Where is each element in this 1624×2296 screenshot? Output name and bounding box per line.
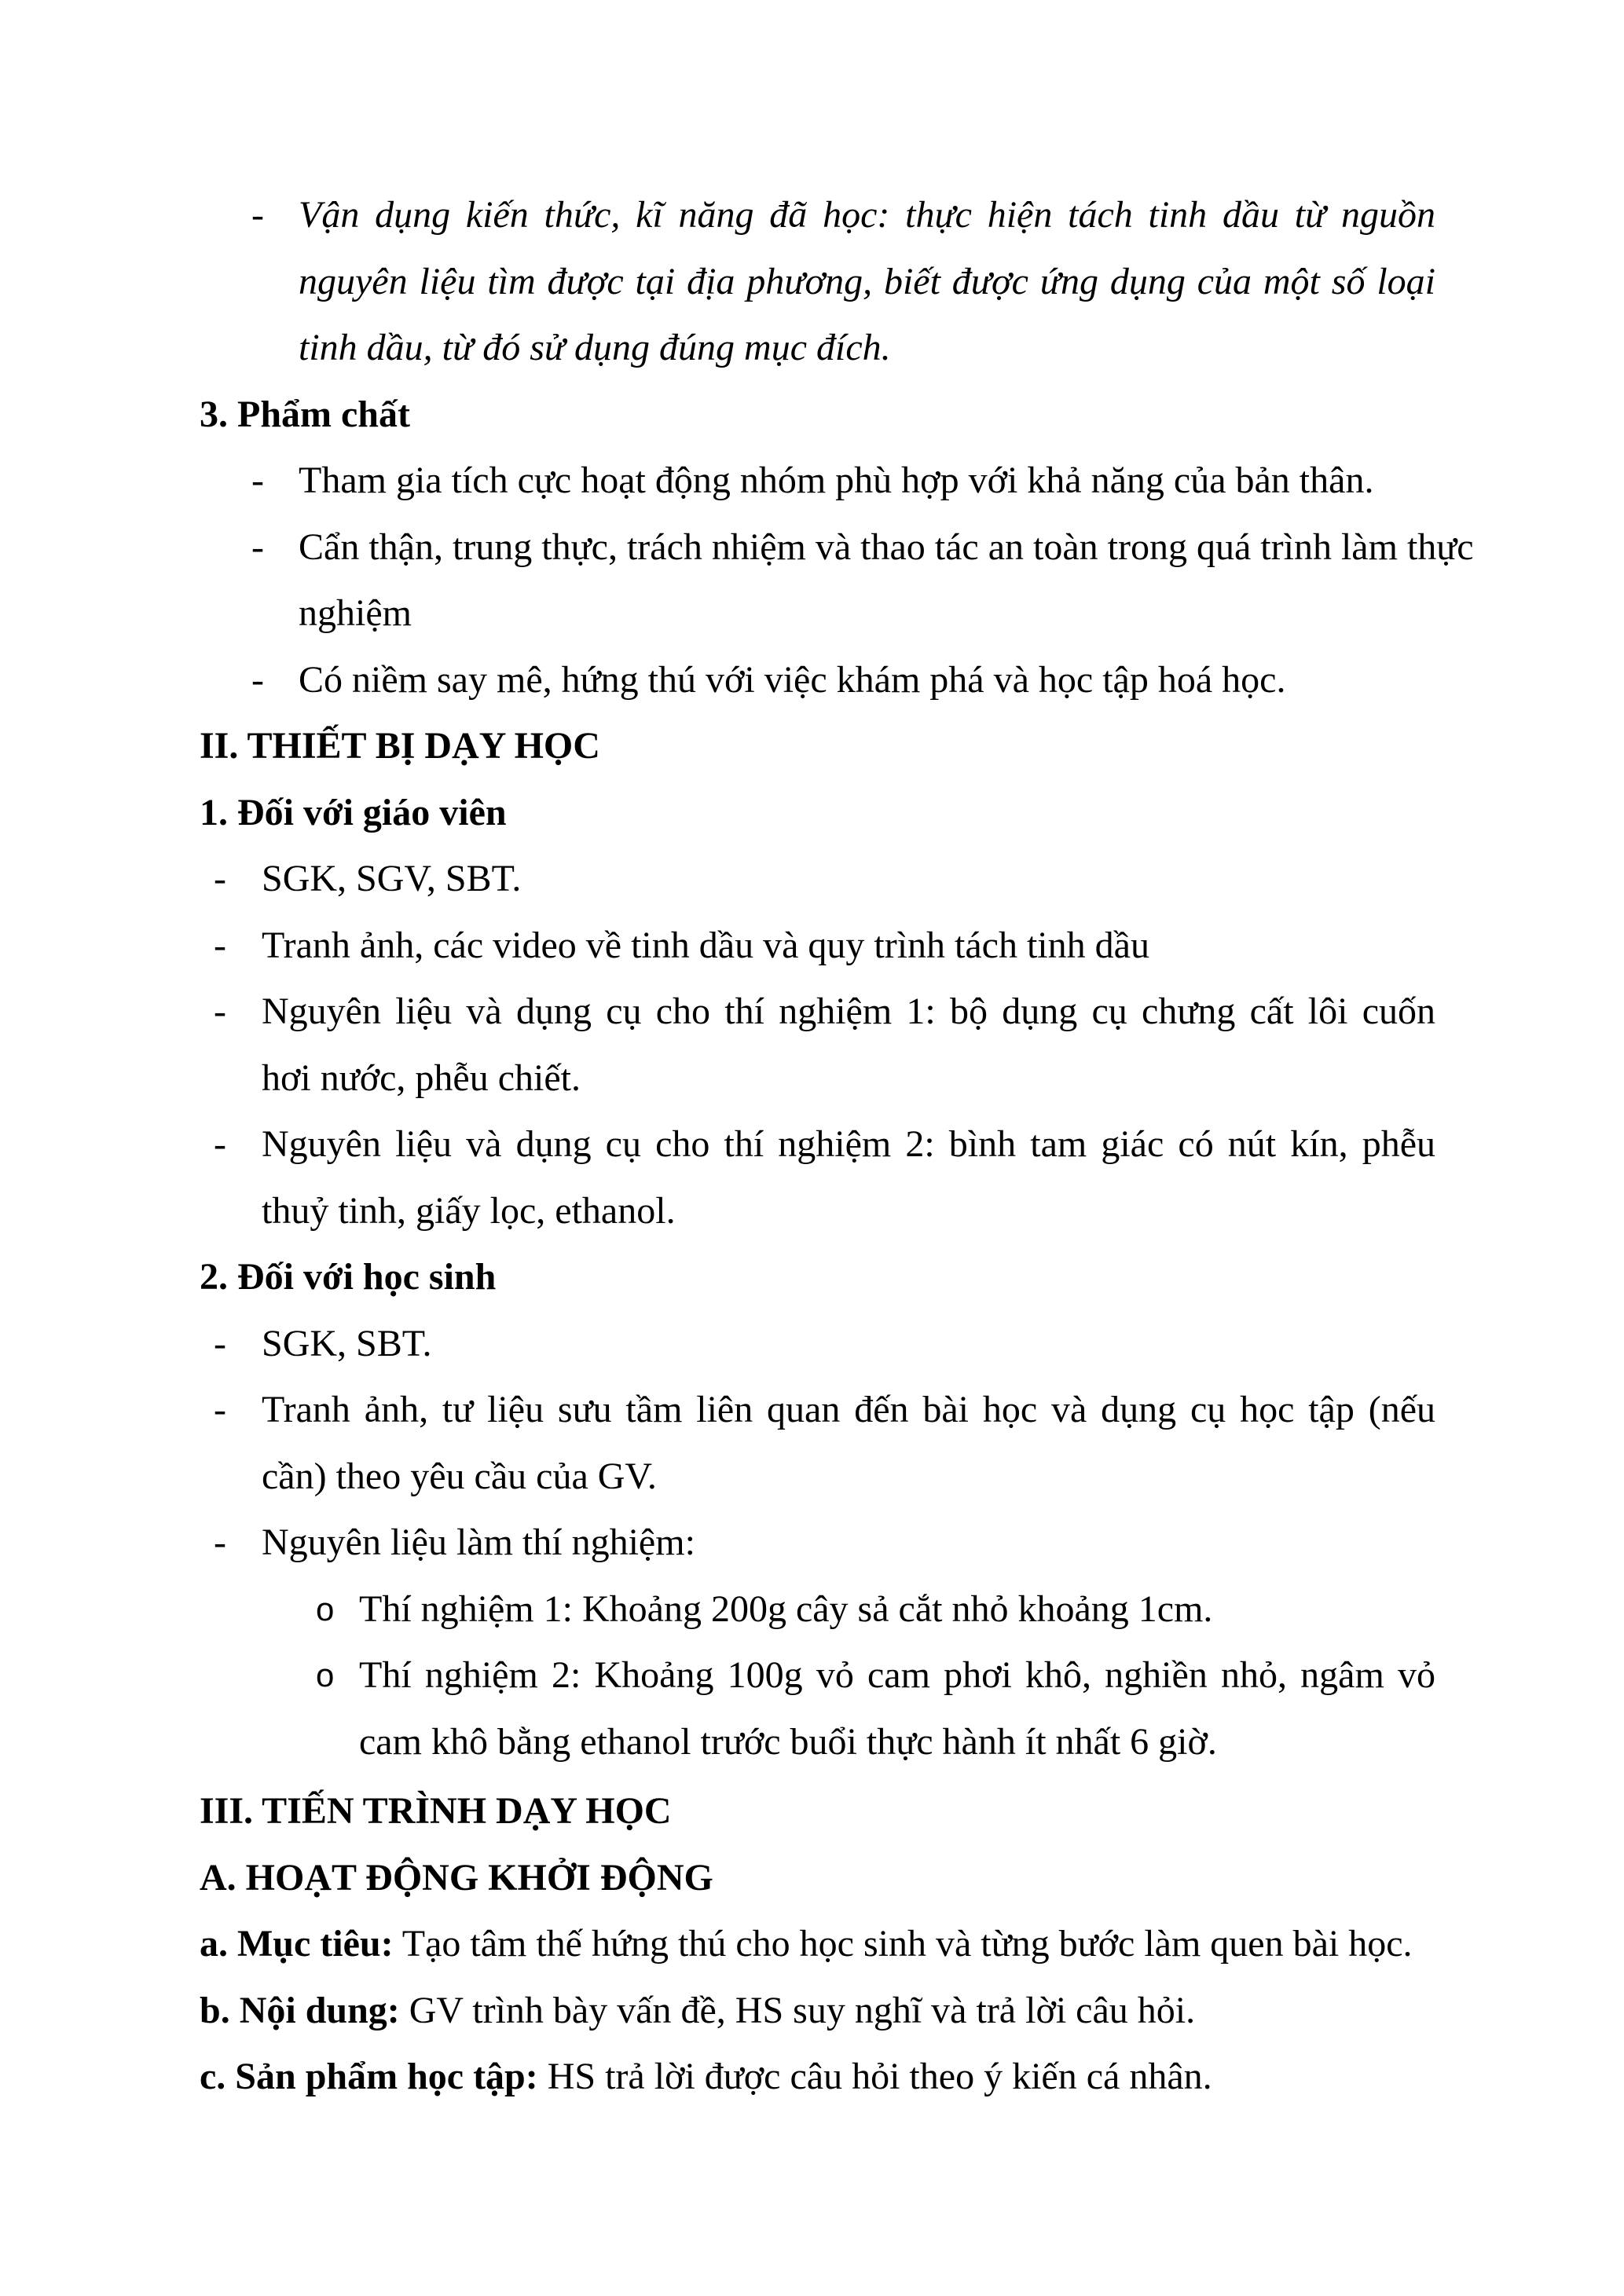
bullet-line: [200, 1709, 1435, 1776]
bullet-item: [200, 514, 1474, 647]
dash-bullet-icon: -: [214, 1322, 226, 1364]
bullet-item: [200, 1111, 1435, 1244]
bullet-text: Tranh ảnh, các video về tinh dầu và quy trình tách tinh dầu: [262, 924, 1149, 966]
bullet-text: Nguyên liệu làm thí nghiệm:: [262, 1522, 695, 1563]
bullet-text: Vận dụng kiến thức, kĩ năng đã học: thực hiện tách tinh dầu từ nguồn: [299, 194, 1435, 236]
bullet-line: [200, 580, 1435, 647]
labeled-paragraph: [200, 1911, 1435, 1978]
section-heading: 3. Phẩm chất: [200, 393, 410, 435]
bullet-item: [200, 647, 1435, 714]
bullet-item: [200, 1510, 1435, 1576]
sub-bullet-item: [200, 1576, 1435, 1643]
dash-bullet-icon: -: [214, 1522, 226, 1563]
section-heading: III. TIẾN TRÌNH DẠY HỌC: [200, 1790, 672, 1832]
bullet-line: [200, 913, 1435, 980]
bullet-item: [200, 979, 1435, 1111]
section-heading: II. THIẾT BỊ DẠY HỌC: [200, 725, 600, 767]
bullet-line: [200, 514, 1474, 581]
bullet-text: Nguyên liệu và dụng cụ cho thí nghiệm 2: bình tam giác có nút kín, phễu: [262, 1123, 1435, 1165]
bullet-line: [200, 1510, 1435, 1576]
bullet-text: nghiệm: [299, 592, 412, 634]
bullet-text: Có niềm say mê, hứng thú với việc khám phá và học tập hoá học.: [299, 658, 1286, 701]
circle-bullet-icon: o: [316, 1590, 335, 1628]
dash-bullet-icon: -: [251, 525, 264, 568]
bullet-line: [200, 249, 1435, 316]
bullet-item: [200, 846, 1435, 913]
bullet-text: cần) theo yêu cầu của GV.: [262, 1455, 657, 1497]
bullet-line: [200, 1111, 1435, 1178]
bullet-line: [200, 1178, 1435, 1245]
bullet-text: cam khô bằng ethanol trước buổi thực hành ít nhất 6 giờ.: [359, 1720, 1217, 1763]
bullet-text: tinh dầu, từ đó sử dụng đúng mục đích.: [299, 327, 891, 368]
paragraph-text: Tạo tâm thế hứng thú cho học sinh và từng bước làm quen bài học.: [393, 1923, 1413, 1965]
bullet-text: Cẩn thận, trung thực, trách nhiệm và thao tác an toàn trong quá trình làm thực: [299, 525, 1474, 568]
bullet-line: [200, 1377, 1435, 1444]
bullet-item: [200, 1311, 1435, 1378]
bullet-line: [200, 1444, 1435, 1511]
document-page: [200, 182, 1474, 2111]
labeled-paragraph: [200, 1978, 1435, 2045]
paragraph-label: b. Nội dung:: [200, 1989, 400, 2031]
section-heading: A. HOẠT ĐỘNG KHỞI ĐỘNG: [200, 1856, 713, 1899]
bullet-line: [200, 182, 1435, 249]
sub-bullet-item: [200, 1642, 1435, 1775]
section-heading: 2. Đối với học sinh: [200, 1256, 497, 1298]
bullet-text: Nguyên liệu và dụng cụ cho thí nghiệm 1: bộ dụng cụ chưng cất lôi cuốn: [262, 991, 1435, 1032]
dash-bullet-icon: -: [251, 460, 264, 501]
bullet-item: [200, 1377, 1435, 1510]
paragraph-label: c. Sản phẩm học tập:: [200, 2056, 538, 2097]
dash-bullet-icon: -: [214, 1123, 226, 1165]
dash-bullet-icon: -: [214, 991, 226, 1032]
bullet-text: thuỷ tinh, giấy lọc, ethanol.: [262, 1189, 676, 1232]
bullet-text: Tranh ảnh, tư liệu sưu tầm liên quan đến bài học và dụng cụ học tập (nếu: [262, 1389, 1435, 1430]
bullet-line: [200, 647, 1435, 714]
bullet-text: SGK, SGV, SBT.: [262, 858, 522, 899]
bullet-item: [200, 448, 1435, 514]
bullet-text: hơi nước, phễu chiết.: [262, 1056, 581, 1099]
bullet-line: [200, 846, 1435, 913]
dash-bullet-icon: -: [214, 924, 226, 966]
bullet-line: [200, 1311, 1435, 1378]
paragraph-text: HS trả lời được câu hỏi theo ý kiến cá nhân.: [537, 2056, 1212, 2097]
bullet-line: [200, 1045, 1435, 1112]
bullet-line: [200, 1642, 1435, 1709]
dash-bullet-icon: -: [214, 1389, 226, 1430]
bullet-text: nguyên liệu tìm được tại địa phương, biết được ứng dụng của một số loại: [299, 260, 1435, 302]
bullet-text: Tham gia tích cực hoạt động nhóm phù hợp với khả năng của bản thân.: [299, 460, 1374, 501]
bullet-text: Thí nghiệm 1: Khoảng 200g cây sả cắt nhỏ khoảng 1cm.: [359, 1587, 1213, 1630]
bullet-line: [200, 979, 1435, 1045]
bullet-text: Thí nghiệm 2: Khoảng 100g vỏ cam phơi khô, nghiền nhỏ, ngâm vỏ: [359, 1654, 1435, 1696]
bullet-item: [200, 913, 1435, 980]
circle-bullet-icon: o: [316, 1657, 335, 1694]
paragraph-text: GV trình bày vấn đề, HS suy nghĩ và trả lời câu hỏi.: [399, 1989, 1196, 2031]
dash-bullet-icon: -: [251, 194, 264, 236]
bullet-item: [200, 182, 1435, 382]
dash-bullet-icon: -: [214, 858, 226, 899]
labeled-paragraph: [200, 2044, 1435, 2111]
bullet-line: [200, 315, 1435, 382]
paragraph-label: a. Mục tiêu:: [200, 1923, 394, 1965]
bullet-line: [200, 1576, 1435, 1643]
dash-bullet-icon: -: [251, 658, 264, 701]
bullet-text: SGK, SBT.: [262, 1322, 432, 1364]
section-heading: 1. Đối với giáo viên: [200, 791, 507, 833]
bullet-line: [200, 448, 1435, 514]
